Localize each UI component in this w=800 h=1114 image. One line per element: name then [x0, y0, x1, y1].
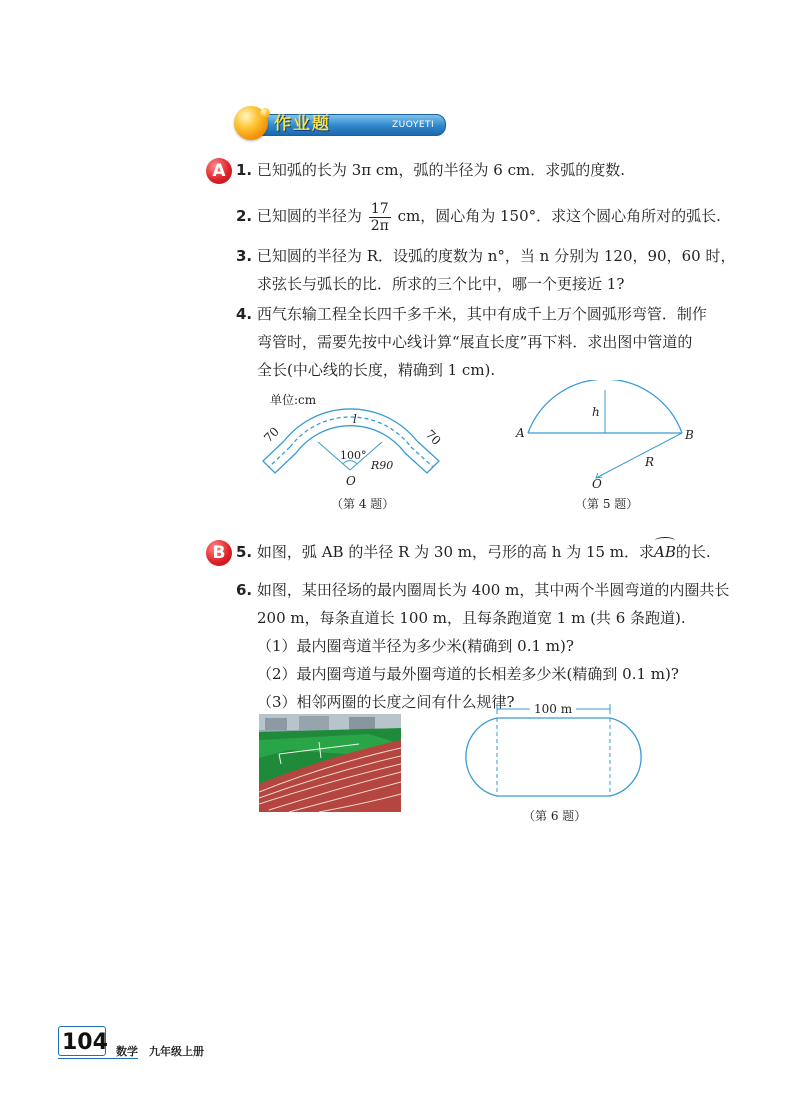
- fig4-center-arc: [290, 417, 411, 447]
- level-a-badge: A: [206, 158, 232, 184]
- fig4-center-left: [269, 447, 290, 467]
- fig5-radius-line: [596, 433, 682, 478]
- question-number: 6.: [236, 581, 253, 599]
- fraction: [369, 201, 391, 234]
- fig5-segment-diagram: [512, 380, 702, 490]
- question-text-line-2: 200 m，每条直道长 100 m，且每条跑道宽 1 m (共 6 条跑道).: [257, 609, 686, 627]
- fig6-straight-label: 100 m: [534, 702, 573, 716]
- stadium-photo: [259, 714, 401, 812]
- fig4-radius-label: R90: [371, 459, 394, 472]
- question-number: 1.: [236, 161, 253, 179]
- fig4-right-length: 70: [422, 427, 444, 448]
- question-text-pre: 已知圆的半径为: [256, 207, 362, 225]
- question-4: [236, 300, 707, 384]
- subquestion-3: （3）相邻两圈的长度之间有什么规律?: [257, 693, 515, 711]
- arc-ab-symbol: AB: [654, 538, 676, 566]
- subquestion-2: （2）最内圈弯道与最外圈弯道的长相差多少米(精确到 0.1 m)?: [257, 665, 679, 683]
- fig5-height-label: h: [592, 405, 600, 419]
- section-banner: [232, 106, 447, 142]
- question-text-line-2: 弯管时，需要先按中心线计算“展直长度”再下料．求出图中管道的: [257, 333, 693, 351]
- fig6-track-diagram: [452, 698, 657, 803]
- fig4-angle-label: 100°: [340, 449, 367, 462]
- question-text-line-2: 求弦长与弧长的比．所求的三个比中，哪一个更接近 1?: [257, 275, 625, 293]
- fig4-left-length: 70: [261, 424, 282, 446]
- fig6-track-outline: [466, 718, 641, 796]
- page-number: 104: [62, 1030, 108, 1055]
- section-title: 作业题: [274, 114, 331, 134]
- fig5-radius-label: R: [645, 455, 655, 469]
- question-text-line-1: 已知圆的半径为 R．设弧的度数为 n°，当 n 分别为 120，90，60 时，: [256, 247, 736, 265]
- question-3: [236, 242, 735, 298]
- question-text-line-3: 全长(中心线的长度，精确到 1 cm).: [257, 361, 496, 379]
- section-pinyin: ZUOYETI: [392, 120, 435, 130]
- question-6: [236, 576, 729, 716]
- fig4-caption: （第 4 题）: [331, 497, 395, 511]
- small-ball-icon: [260, 108, 270, 118]
- question-text-pre: 如图，弧 AB 的半径 R 为 30 m，弓形的高 h 为 15 m．求: [256, 543, 655, 561]
- question-text-line-1: 如图，某田径场的最内圈周长为 400 m，其中两个半圆弯道的内圈共长: [256, 581, 730, 599]
- fig4-center-right: [411, 447, 433, 467]
- book-title: 数学 九年级上册: [116, 1045, 204, 1058]
- question-text: 已知弧的长为 3π cm，弧的半径为 6 cm．求弧的度数.: [256, 161, 625, 179]
- fig4-arc-label: l: [353, 412, 357, 426]
- question-text-line-1: 西气东输工程全长四千多千米，其中有成千上万个圆弧形弯管．制作: [256, 305, 707, 323]
- fraction-denominator: 2π: [370, 217, 389, 234]
- fig5-point-b: B: [685, 428, 694, 442]
- fig4-pipe-diagram: [255, 395, 455, 495]
- level-b-badge: B: [206, 540, 232, 566]
- fraction-numerator: 17: [369, 201, 391, 218]
- fig5-center-label: O: [592, 477, 602, 490]
- fig5-caption: （第 5 题）: [575, 497, 639, 511]
- fig6-caption: （第 6 题）: [523, 809, 587, 823]
- subquestion-1: （1）最内圈弯道半径为多少米(精确到 0.1 m)?: [257, 637, 574, 655]
- question-text-post: 的长.: [675, 543, 711, 561]
- question-text-post: cm，圆心角为 150°．求这个圆心角所对的弧长.: [397, 207, 721, 225]
- stadium-photo-illustration: [259, 714, 401, 812]
- question-number: 4.: [236, 305, 253, 323]
- question-number: 5.: [236, 543, 253, 561]
- question-number: 2.: [236, 207, 253, 225]
- question-2: [236, 196, 721, 236]
- question-number: 3.: [236, 247, 253, 265]
- question-1: [236, 156, 625, 184]
- question-5: [236, 538, 711, 566]
- fig4-outer-arc: [284, 409, 417, 441]
- fig5-point-a: A: [516, 426, 525, 440]
- fig4-center-label: O: [346, 474, 356, 488]
- fig4-unit-label: 单位:cm: [270, 393, 317, 407]
